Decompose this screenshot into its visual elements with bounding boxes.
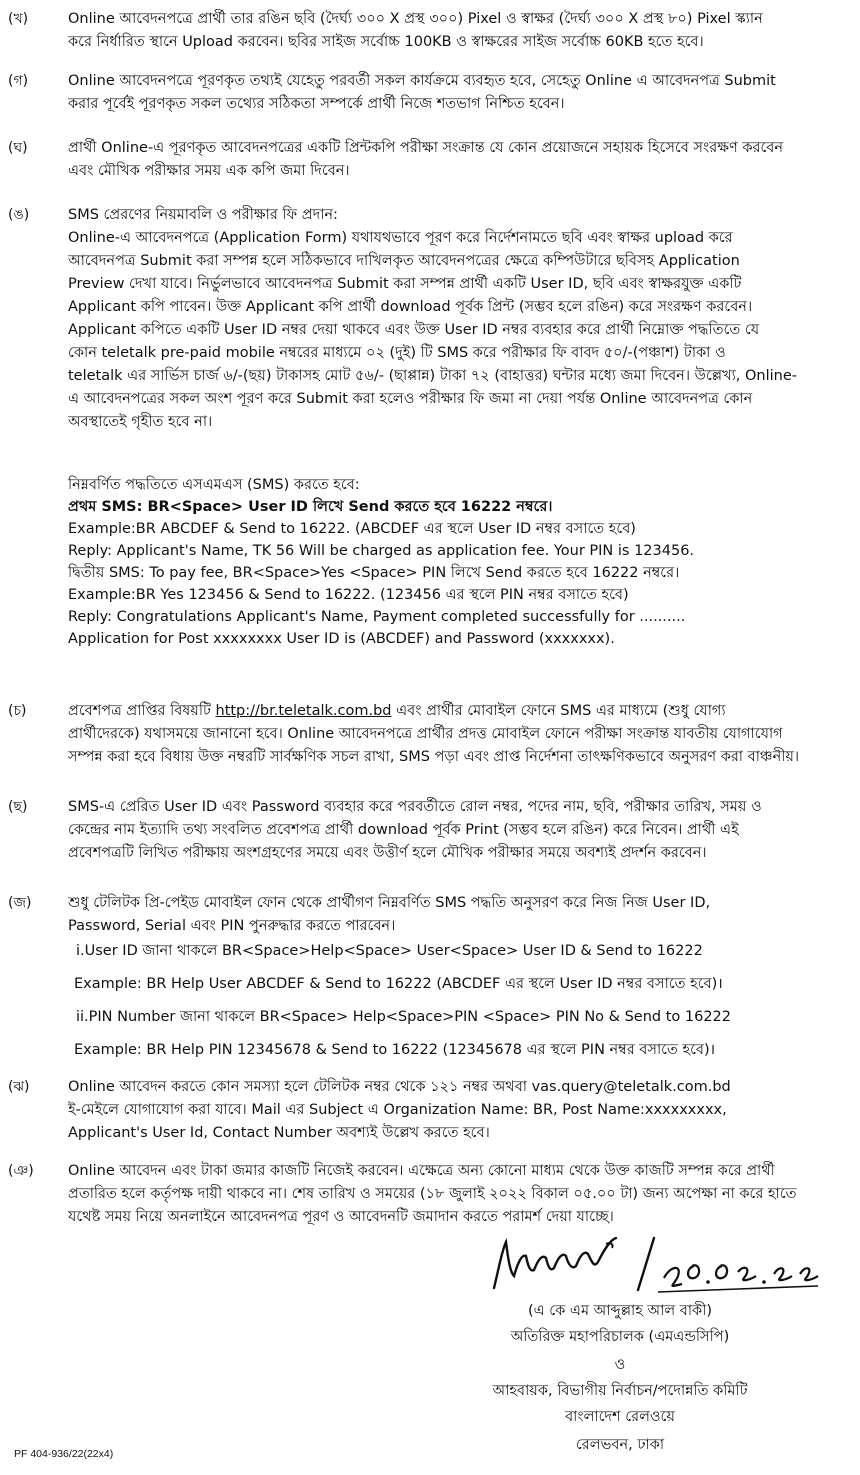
text-line: Applicant's User Id, Contact Number অবশ্যই উল্লেখ করতে হবে। — [68, 1125, 490, 1141]
item-text — [68, 70, 840, 116]
support-email-link[interactable]: vas.query@teletalk.com.bd — [531, 1079, 731, 1095]
text-line: যথেষ্ট সময় নিয়ে অনলাইনে আবেদনপত্র পূরণ ও আবেদনটি জমাদান করতে পরামর্শ দেয়া যাচ্ছে। — [68, 1209, 614, 1225]
text-line: প্রতারিত হলে কর্তৃপক্ষ দায়ী থাকবে না। শেষ তারিখ ও সময়ের (১৮ জুলাই ২০২২ বিকাল ০৫.০০ টা) জন্য অপেক্ষা না করে হাতে — [68, 1186, 797, 1202]
signatory-name: (এ কে এম আব্দুল্লাহ আল বাকী) — [527, 1303, 713, 1319]
text-line — [68, 700, 840, 723]
text-line: প্রবেশপত্রটি লিখিত পরীক্ষায় অংশগ্রহণের সময়ে এবং উত্তীর্ণ হলে মৌখিক পরীক্ষার সময়ে অবশ্যই প্রদর্শন করবেন। — [68, 845, 707, 861]
text-line: করার পূর্বেই পূরণকৃত সকল তথ্যের সঠিকতা সম্পর্কে প্রার্থী নিজে শতভাগ নিশ্চিত হবেন। — [68, 96, 565, 112]
text-fragment: Online আবেদন করতে কোন সমস্যা হলে টেলিটক নম্বর থেকে ১২১ নম্বর অথবা — [68, 1079, 532, 1095]
item-label: (ছ) — [8, 799, 28, 815]
sms-example: Example:BR ABCDEF & Send to 16222. (ABCDEF এর স্থলে User ID নম্বর বসাতে হবে) — [68, 521, 636, 537]
signature-drawing — [488, 1232, 828, 1296]
item-text — [68, 892, 840, 1062]
second-sms: দ্বিতীয় SMS: To pay fee, BR<Space>Yes <Space> PIN লিখে Send করতে হবে 16222 নম্বরে। — [68, 565, 680, 581]
text-line: ই-মেইলে যোগাযোগ করা যাবে। Mail এর Subject এ Organization Name: BR, Post Name:xxxxxxxxx, — [68, 1102, 727, 1118]
item-text — [68, 1076, 840, 1145]
text-line: কোন teletalk pre-paid mobile নম্বরের মাধ্যমে ০২ (দুই) টি SMS করে পরীক্ষার ফি বাবদ ৫০/-(পঞ্চাশ) টাকা ও — [68, 345, 726, 361]
text-line: প্রার্থী Online-এ পূরণকৃত আবেদনপত্রের একটি প্রিন্টকপি পরীক্ষা সংক্রান্ত যে কোন প্রয়োজনে সহায়ক হিসেবে সংরক্ষণ করবেন — [68, 140, 784, 156]
section-heading: SMS প্রেরণের নিয়মাবলি ও পরীক্ষার ফি প্রদান: — [68, 207, 338, 223]
sms-text — [68, 474, 840, 650]
text-line: Online আবেদনপত্রে পূরণকৃত তথ্যই যেহেতু পরবর্তী সকল কার্যক্রমে ব্যবহৃত হবে, সেহেতু Online এ আবেদনপত্র Submit — [68, 73, 776, 89]
first-sms: প্রথম SMS: BR<Space> User ID লিখে Send করতে হবে 16222 নম্বরে। — [68, 499, 553, 515]
item-label: (খ) — [8, 11, 29, 27]
conjunction: ও — [614, 1357, 626, 1373]
text-line: আবেদনপত্র Submit করা সম্পন্ন হলে সঠিকভাবে দাখিলকৃত আবেদনপত্রের ক্ষেত্রে কম্পিউটারে ছবিসহ Application — [68, 253, 740, 269]
text-line: Preview দেখা যাবে। নির্ভুলভাবে আবেদনপত্র Submit করা সম্পন্ন প্রার্থী একটি User ID, ছবি এবং স্বাক্ষরযুক্ত একটি — [68, 276, 742, 292]
text-line: Online আবেদনপত্রে প্রার্থী তার রঙিন ছবি (দৈর্ঘ্য ৩০০ X প্রস্থ ৩০০) Pixel ও স্বাক্ষর (দৈর্ঘ্য ৩০০ X প্রস্থ ৮০) Pixel স্ক্যান — [68, 11, 763, 27]
sms-heading: নিম্নবর্ণিত পদ্ধতিতে এসএমএস (SMS) করতে হবে: — [68, 477, 360, 493]
organization-name: বাংলাদেশ রেলওয়ে — [565, 1409, 675, 1425]
signatory-title: অতিরিক্ত মহাপরিচালক (এমএন্ডসিপি) — [510, 1329, 730, 1345]
item-label: (চ) — [8, 703, 27, 719]
recovery-example: Example: BR Help User ABCDEF & Send to 16222 (ABCDEF এর স্থলে User ID নম্বর বসাতে হবে)। — [74, 976, 723, 992]
recovery-pin: ii.PIN Number জানা থাকলে BR<Space> Help<Space>PIN <Space> PIN No & Send to 16222 — [76, 1009, 731, 1025]
text-line: করে নির্ধারিত স্থানে Upload করবেন। ছবির সাইজ সর্বোচ্চ 100KB ও স্বাক্ষরের সাইজ সর্বোচ্চ 60KB হতে হবে। — [68, 34, 704, 50]
item-label: (জ) — [8, 895, 32, 911]
sms-reply: Reply: Applicant's Name, TK 56 Will be charged as application fee. Your PIN is 123456. — [68, 543, 695, 559]
text-line: শুধু টেলিটক প্রি-পেইড মোবাইল ফোন থেকে প্রার্থীগণ নিম্নবর্ণিত SMS পদ্ধতি অনুসরণ করে নিজ নিজ User ID, — [68, 895, 711, 911]
text-line: সম্পন্ন করা হবে বিধায় উক্ত নম্বরটি সার্বক্ষণিক সচল রাখা, SMS পড়া এবং প্রাপ্ত নির্দেশনা তাৎক্ষণিকভাবে অনুসরণ করা বাঞ্চনীয়। — [68, 749, 800, 765]
handwritten-signature — [488, 1232, 828, 1296]
text-line: কেন্দ্রের নাম ইত্যাদি তথ্য সংবলিত প্রবেশপত্র প্রার্থী download পূর্বক Print (সম্ভব হলে রঙিন) করে নিবেন। প্রার্থী এই — [68, 822, 739, 838]
text-line: এ আবেদনপত্রের সকল অংশ পূরণ করে Submit করা হলেও পরীক্ষার ফি জমা না দেয়া পর্যন্ত Online আবেদনপত্র কোন — [68, 391, 753, 407]
text-line: Password, Serial এবং PIN পুনরুদ্ধার করতে পারবেন। — [68, 918, 396, 934]
text-line: অবস্থাতেই গৃহীত হবে না। — [68, 414, 213, 430]
item-label: (ঘ) — [8, 140, 28, 156]
signatory-block — [420, 1300, 820, 1456]
text-line: এবং মৌখিক পরীক্ষার সময় এক কপি জমা দিবেন। — [68, 163, 350, 179]
signatory-role: আহবায়ক, বিভাগীয় নির্বাচন/পদোন্নতি কমিটি — [492, 1383, 748, 1399]
item-text — [68, 137, 840, 183]
item-label: (ঝ) — [8, 1079, 30, 1095]
organization-address: রেলভবন, ঢাকা — [575, 1437, 665, 1453]
text-line: SMS-এ প্রেরিত User ID এবং Password ব্যবহার করে পরবর্তীতে রোল নম্বর, পদের নাম, ছবি, পরীক্ষার তারিখ, সময় ও — [68, 799, 762, 815]
text-line: Applicant কপি পাবেন। উক্ত Applicant কপি প্রার্থী download পূর্বক প্রিন্ট (সম্ভব হলে রঙিন) করে সংরক্ষণ করবেন। — [68, 299, 753, 315]
text-fragment: এবং প্রার্থীর মোবাইল ফোনে SMS এর মাধ্যমে (শুধু যোগ্য — [391, 703, 726, 719]
item-text — [68, 1160, 840, 1229]
text-line: Online-এ আবেদনপত্রে (Application Form) যথাযথভাবে পূরণ করে নির্দেশনামতে ছবি এবং স্বাক্ষর upload করে — [68, 230, 733, 246]
item-text — [68, 204, 840, 434]
text-line: teletalk এর সার্ভিস চার্জ ৬/-(ছয়) টাকাসহ মোট ৫৬/- (ছাপ্পান্ন) টাকা ৭২ (বাহাত্তর) ঘন্টার মধ্যে জমা দিবেন। উল্লেখ্য, Online- — [68, 368, 798, 384]
text-line — [68, 1076, 840, 1099]
item-text — [68, 700, 840, 769]
recovery-example: Example: BR Help PIN 12345678 & Send to 16222 (12345678 এর স্থলে PIN নম্বর বসাতে হবে)। — [74, 1042, 716, 1058]
sms-reply: Application for Post xxxxxxxx User ID is (ABCDEF) and Password (xxxxxxx). — [68, 631, 615, 647]
sms-reply: Reply: Congratulations Applicant's Name, Payment completed successfully for .......... — [68, 609, 686, 625]
teletalk-link[interactable]: http://br.teletalk.com.bd — [215, 703, 392, 719]
text-line: Applicant কপিতে একটি User ID নম্বর দেয়া থাকবে এবং উক্ত User ID নম্বর ব্যবহার করে প্রার্থী নিম্নোক্ত পদ্ধতিতে যে — [68, 322, 760, 338]
text-line: প্রার্থীদেরকে) যথাসময়ে জানানো হবে। Online আবেদনপত্রে প্রার্থীর প্রদত্ত মোবাইল ফোনে পরীক্ষা সংক্রান্ত যাবতীয় যোগাযোগ — [68, 726, 783, 742]
recovery-user-id: i.User ID জানা থাকলে BR<Space>Help<Space> User<Space> User ID & Send to 16222 — [76, 943, 703, 959]
item-label: (গ) — [8, 73, 29, 89]
sms-example: Example:BR Yes 123456 & Send to 16222. (123456 এর স্থলে PIN নম্বর বসাতে হবে) — [68, 587, 629, 603]
print-reference: PF 404-936/22(22x4) — [14, 1448, 114, 1460]
item-text — [68, 796, 840, 865]
item-label: (ঙ) — [8, 207, 30, 223]
text-line: Online আবেদন এবং টাকা জমার কাজটি নিজেই করবেন। এক্ষেত্রে অন্য কোনো মাধ্যম থেকে উক্ত কাজটি সম্পন্ন করে প্রার্থী — [68, 1163, 775, 1179]
item-text — [68, 8, 840, 54]
item-label: (ঞ) — [8, 1163, 34, 1179]
text-fragment: প্রবেশপত্র প্রাপ্তির বিষয়টি — [68, 703, 216, 719]
